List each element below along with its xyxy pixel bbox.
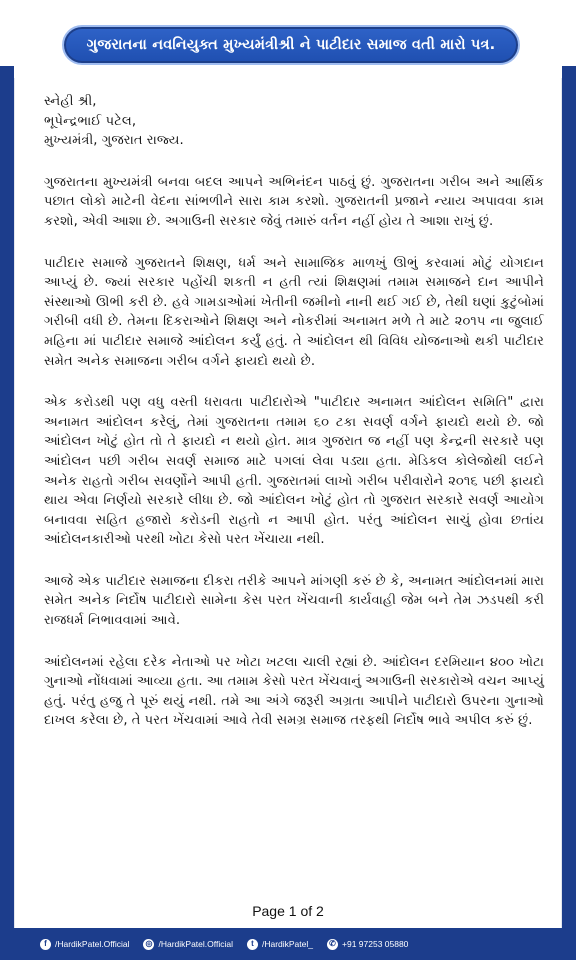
- twitter-link[interactable]: [247, 939, 313, 950]
- paragraph-patidar-contribution: પાટીદાર સમાજે ગુજરાતને શિક્ષણ, ધર્મ અને સામાજિક માળખું ઊભું કરવામાં મોટું યોગદાન આપ્યું છે. જ્યાં સરકાર પહોંચી શકતી ન હતી ત્યાં શિક્ષણમાં તમામ સમાજને દાન આપીને સંસ્થાઓ ઊભી કરી છે. હવે ગામડાઓમાં ખેતીની જમીનો નાની થઈ ગઈ છે, તેથી ઘણાં કુટુંબોમાં ગરીબી વધી છે. તેમના દિકરાઓને શિક્ષણ અને નોકરીમાં અનામત મળે તે માટે ૨૦૧૫ ના જુલાઈ મહિના માં પાટીદાર સમાજે આંદોલન કર્યું હતું. તે આંદોલન થી વિવિધ યોજનાઓ થકી પાટીદાર સમેત અનેક સમાજના ગરીબ વર્ગને ફાયદો થયો છે.: [44, 255, 544, 369]
- letter-body: [44, 92, 544, 753]
- facebook-link[interactable]: [40, 939, 129, 950]
- paragraph-reservation-movement: એક કરોડથી પણ વધુ વસ્તી ધરાવતા પાટીદારોએ "પાટીદાર અનામત આંદોલન સમિતિ" દ્વારા અનામત આંદોલન કરેલું, તેમાં ગુજરાતના તમામ ૬૦ ટકા સવર્ણ વર્ગને ફાયદો થયો છે. જો આંદોલન ખોટું હોત તો તે ફાયદો ન થયો હોત. માત્ર ગુજરાત જ નહીં પણ કેન્દ્રની સરકારે પણ આંદોલન પછી ગરીબ સવર્ણ સમાજ માટે પગલાં લેવા પડ્યા હતા. મેડિકલ કોલેજોથી લઈને અનેક રાહતો ગરીબ સવર્ણોને આપી હતી. ગુજરાતમાં લાખો ગરીબ પરીવારોને ૨૦૧૬ પછી ફાયદો થાય એવા નિર્ણયો સરકારે લીધા છે. જો આંદોલન ખોટું હોત તો ગુજરાત સરકારે સવર્ણ આયોગ બનાવવા સહિત હજારો કરોડની રાહતો ન આપી હોત. પરંતુ આંદોલન સાચું હોવા છતાંય આંદોલનકારીઓ પરથી ખોટા કેસો પરત ખેંચાયા નથી.: [44, 395, 544, 548]
- paragraph-congratulations: ગુજરાતના મુખ્યમંત્રી બનવા બદલ આપને અભિનંદન પાઠવું છું. ગુજરાતના ગરીબ અને આર્થિક પછાત લોકો માટેની વેદના સાંભળીને સારા કામ કરશો. ગુજરાતની પ્રજાને ન્યાય અપાવવા કામ કરશો, એવી આશા છે. અગાઉની સરકાર જેવું તમારું વર્તન નહીં હોય તે આશા રાખું છું.: [44, 174, 544, 229]
- footer-bar: [0, 928, 576, 960]
- banner-title: ગુજરાતના નવનિયુક્ત મુખ્યમંત્રીશ્રી ને પાટીદાર સમાજ વતી મારો પત્ર.: [86, 37, 496, 53]
- salutation-line-title: મુખ્યમંત્રી, ગુજરાત રાજ્ય.: [44, 133, 184, 149]
- title-banner: [62, 25, 520, 65]
- paragraph-appeal: આંદોલનમાં રહેલા દરેક નેતાઓ પર ખોટા ખટલા ચાલી રહ્યાં છે. આંદોલન દરમિયાન ૪૦૦ ખોટા ગુનાઓ નોંધવામાં આવ્યા હતા. આ તમામ કેસો પરત ખેંચવાનું અગાઉની સરકારોએ વચન આપ્યું હતું. પરંતુ હજુ તે પૂરું થયું નથી. તમે આ અંગે જરૂરી અગ્રતા આપીને પાટીદારો ઉપરના ગુનાઓ દાખલ કરેલા છે, તે પરત ખેંચવામાં આવે તેવી સમગ્ર સમાજ તરફથી નિર્દોષ ભાવે અપીલ કરું છું.: [44, 654, 544, 729]
- twitter-icon: t: [247, 939, 258, 950]
- salutation-line-name: ભૂપેન્દ્રભાઈ પટેલ,: [44, 113, 137, 129]
- paragraph-demand: આજે એક પાટીદાર સમાજના દીકરા તરીકે આપને માંગણી કરું છે કે, અનામત આંદોલનમાં મારા સમેત અનેક નિર્દોષ પાટીદારો સામેના કેસ પરત ખેંચવાની કાર્યવાહી જેમ બને તેમ ઝડપથી કરી રાજધર્મ નિભાવવામાં આવે.: [44, 573, 544, 629]
- facebook-icon: f: [40, 939, 51, 950]
- whatsapp-link[interactable]: [327, 939, 408, 950]
- twitter-handle: /HardikPatel_: [261, 939, 313, 949]
- instagram-link[interactable]: [143, 939, 232, 950]
- salutation-line-greeting: સ્નેહી શ્રી,: [44, 94, 97, 109]
- left-border: [0, 66, 14, 928]
- instagram-icon: ◎: [143, 939, 154, 950]
- right-border: [562, 66, 576, 928]
- page-number: Page 1 of 2: [252, 903, 324, 919]
- salutation: [44, 92, 544, 151]
- facebook-handle: /HardikPatel.Official: [55, 939, 130, 949]
- instagram-handle: /HardikPatel.Official: [158, 939, 233, 949]
- whatsapp-number: +91 97253 05880: [342, 939, 409, 949]
- whatsapp-icon: ✆: [327, 939, 338, 950]
